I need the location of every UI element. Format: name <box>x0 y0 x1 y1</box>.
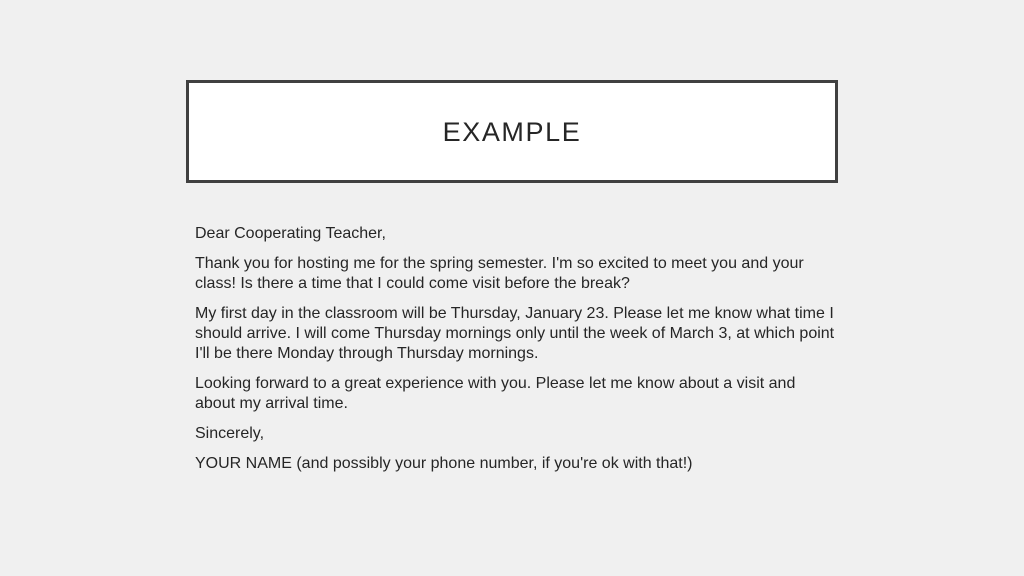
greeting-paragraph: Dear Cooperating Teacher, <box>195 225 386 242</box>
schedule-paragraph: My first day in the classroom will be Thursday, January 23. Please let me know what time I should arrive. I will come Thursday mornings only until the week of March 3, at which point I'll be there Monday through Thursday mornings. <box>195 305 835 362</box>
sign-off: Sincerely, <box>195 425 265 442</box>
title-box <box>186 80 838 183</box>
slide-title: EXAMPLE <box>442 117 582 147</box>
letter-body <box>195 224 835 484</box>
signature-line: YOUR NAME (and possibly your phone number, if you're ok with that!) <box>195 455 693 472</box>
intro-paragraph: Thank you for hosting me for the spring semester. I'm so excited to meet you and your class! Is there a time that I could come visit before the break? <box>195 255 804 292</box>
closing-paragraph: Looking forward to a great experience with you. Please let me know about a visit and about my arrival time. <box>195 375 796 412</box>
